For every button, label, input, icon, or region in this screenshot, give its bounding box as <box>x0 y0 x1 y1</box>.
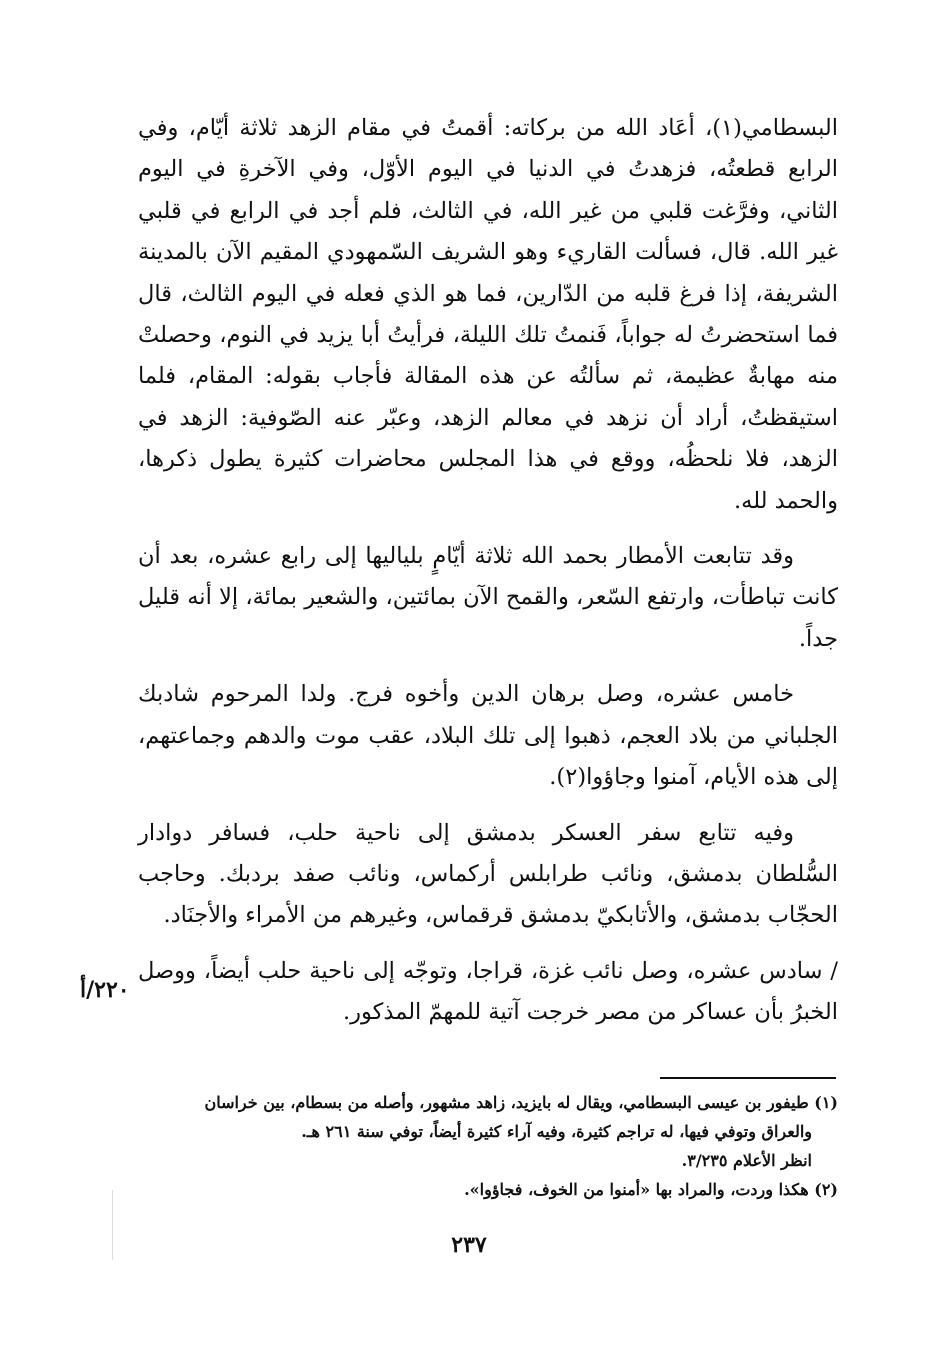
footnote-1 <box>138 1088 838 1175</box>
footnote-1-line-1: (١) طيفور بن عيسى البسطامي، ويقال له بايزيد، زاهد مشهور، وأصله من بسطام، بين خراسان <box>204 1093 838 1112</box>
paragraph-4: وفيه تتابع سفر العسكر بدمشق إلى ناحية حلب، فسافر دوادار السُّلطان بدمشق، ونائب طرابلس أركماس، ونائب صفد بردبك. وحاجب الحجّاب بدمشق، والأتابكيّ بدمشق قرقماس، وغيرهم من الأمراء والأجنَاد. <box>138 819 838 929</box>
folio-marker: ٢٢٠/أ <box>80 977 130 1003</box>
footnote-divider <box>660 1077 836 1079</box>
footnote-1-line-2: والعراق وتوفي فيها، له تراجم كثيرة، وفيه آراء كثيرة أيضاً، توفي سنة ٢٦١ هـ. <box>301 1122 812 1141</box>
paragraph-3: خامس عشره، وصل برهان الدين وأخوه فرج. ولدا المرحوم شادبك الجلباني من بلاد العجم، ذهبوا إلى تلك البلاد، عقب موت والدهم وجماعتهم، إلى هذه الأيام، آمنوا وجاؤوا(٢). <box>138 681 838 791</box>
footnote-1-line-3: انظر الأعلام ٣/٢٣٥. <box>681 1151 812 1170</box>
main-text <box>138 108 838 1034</box>
paragraph-2: وقد تتابعت الأمطار بحمد الله ثلاثة أيّامٍ بلياليها إلى رابع عشره، بعد أن كانت تباطأت، وارتفع السّعر، والقمح الآن بمائتين، والشعير بمائة، إلا أنه قليل جداً. <box>138 543 838 652</box>
page-number: ٢٣٧ <box>451 1232 487 1258</box>
footnote-2 <box>138 1175 838 1204</box>
footnotes <box>138 1088 838 1204</box>
paragraph-1: البسطامي(١)، أعَاد الله من بركاته: أقمتُ في مقام الزهد ثلاثة أيّام، وفي الرابع قطعتُه، فزهدتُ في الدنيا في اليوم الأوّل، وفي الآخرةِ في اليوم الثاني، وفرَّغت قلبي من غير الله، في الثالث، فلم أجد في الرابع في قلبي غير الله. قال، فسألت القاريء وهو الشريف السّمهودي المقيم الآن بالمدينة الشريفة، إذا فرغ قلبه من الدّارين، فما هو الذي فعله في اليوم الثالث، قال فما استحضرتُ له جواباً، فَنمتُ تلك الليلة، فرأيتُ أبا يزيد في النوم، وحصلتْ منه مهابةٌ عظيمة، ثم سألتُه عن هذه المقالة فأجاب بقوله: المقام، فلما استيقظتُ، أراد أن نزهد في معالم الزهد، وعبّر عنه الصّوفية: الزهد في الزهد، فلا نلحظُه، ووقع في هذا المجلس محاضرات كثيرة يطول ذكرها، والحمد لله. <box>138 115 838 514</box>
footnote-2-line-1: (٢) هكذا وردت، والمراد بها «أمنوا من الخوف، فجاؤوا». <box>464 1180 838 1199</box>
paragraph-5: / سادس عشره، وصل نائب غزة، قراجا، وتوجّه إلى ناحية حلب أيضاً، ووصل الخبرُ بأن عساكر من مصر خرجت آتية للمهمّ المذكور. <box>138 957 838 1026</box>
